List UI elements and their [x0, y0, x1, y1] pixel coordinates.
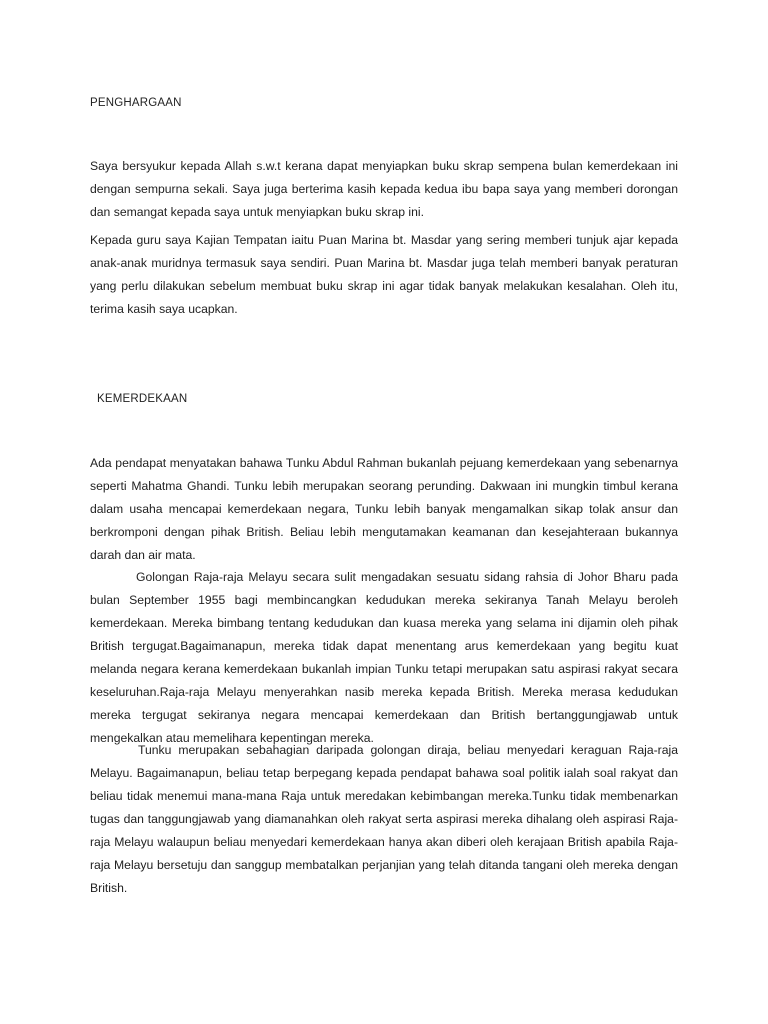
paragraph-kemerdekaan-1: Ada pendapat menyatakan bahawa Tunku Abdul Rahman bukanlah pejuang kemerdekaan yang sebenarnya seperti Mahatma Ghandi. Tunku lebih merupakan seorang perunding. Dakwaan ini mungkin timbul kerana dalam usaha mencapai kemerdekaan negara, Tunku lebih banyak mengamalkan sikap tolak ansur dan berkromponi dengan pihak British. Beliau lebih mengutamakan keamanan dan kesejahteraan bukannya darah dan air mata. [90, 456, 678, 562]
heading-penghargaan: PENGHARGAAN [90, 97, 182, 109]
paragraph-penghargaan-1: Saya bersyukur kepada Allah s.w.t kerana dapat menyiapkan buku skrap sempena bulan kemerdekaan ini dengan sempurna sekali. Saya juga berterima kasih kepada kedua ibu bapa saya yang memberi dorongan dan semangat kepada saya untuk menyiapkan buku skrap ini. [90, 159, 678, 219]
heading-kemerdekaan: KEMERDEKAAN [97, 393, 188, 405]
paragraph-kemerdekaan-2: Golongan Raja-raja Melayu secara sulit mengadakan sesuatu sidang rahsia di Johor Bharu pada bulan September 1955 bagi membincangkan kedudukan mereka sekiranya Tanah Melayu beroleh kemerdekaan. Mereka bimbang tentang kedudukan dan kuasa mereka yang selama ini dijamin oleh pihak British tergugat.Bagaimanapun, mereka tidak dapat menentang arus kemerdekaan yang begitu kuat melanda negara kerana kemerdekaan bukanlah impian Tunku tetapi merupakan satu aspirasi rakyat secara keseluruhan.Raja-raja Melayu menyerahkan nasib mereka kepada British. Mereka merasa kedudukan mereka tergugat sekiranya negara mencapai kemerdekaan dan British bertanggungjawab untuk mengekalkan atau memelihara kepentingan mereka. [90, 570, 678, 745]
paragraph-penghargaan-2: Kepada guru saya Kajian Tempatan iaitu Puan Marina bt. Masdar yang sering memberi tunjuk ajar kepada anak-anak muridnya termasuk saya sendiri. Puan Marina bt. Masdar juga telah memberi banyak peraturan yang perlu dilakukan sebelum membuat buku skrap ini agar tidak banyak melakukan kesalahan. Oleh itu, terima kasih saya ucapkan. [90, 233, 678, 316]
paragraph-kemerdekaan-3: Tunku merupakan sebahagian daripada golongan diraja, beliau menyedari keraguan Raja-raja Melayu. Bagaimanapun, beliau tetap berpegang kepada pendapat bahawa soal politik ialah soal rakyat dan beliau tidak menemui mana-mana Raja untuk meredakan kebimbangan mereka.Tunku tidak membenarkan tugas dan tanggungjawab yang diamanahkan oleh rakyat serta aspirasi mereka dihalang oleh aspirasi Raja-raja Melayu walaupun beliau menyedari kemerdekaan hanya akan diberi oleh kerajaan British apabila Raja-raja Melayu bersetuju dan sanggup membatalkan perjanjian yang telah ditanda tangani oleh mereka dengan British. [90, 743, 678, 895]
